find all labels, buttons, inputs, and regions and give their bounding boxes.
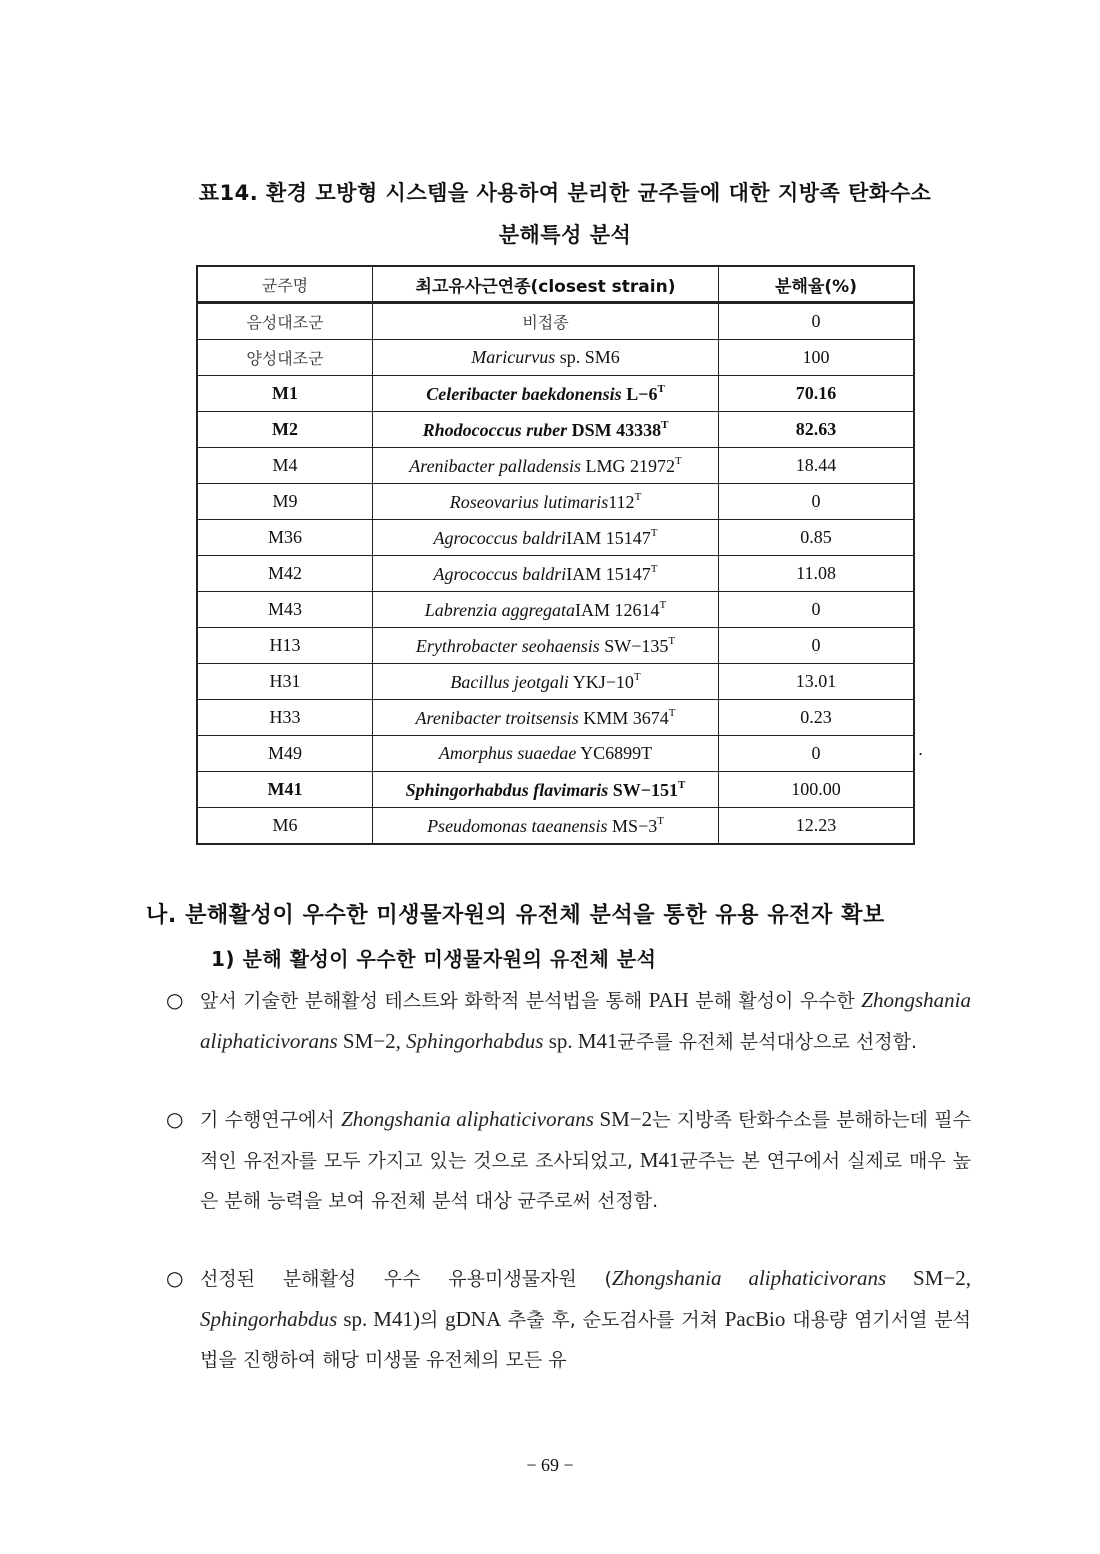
species-suffix: IAM 12614 [574,599,660,620]
species-suffix: IAM 15147 [566,527,651,548]
species-name: Agrococcus baldri [433,563,567,584]
cell-strain: M9 [197,484,372,520]
cell-strain: M42 [197,556,372,592]
species-italic: Zhongshania aliphaticivorans [200,988,971,1053]
species-name: Erythrobacter seohaensis [415,635,600,656]
degradation-table [196,265,915,845]
cell-strain: 양성대조군 [197,340,372,376]
type-strain-mark: T [678,778,686,791]
type-strain-mark: T [668,706,676,719]
text-run: 선정된 분해활성 우수 유용미생물자원 ( [200,1268,612,1290]
type-strain-mark: T [657,382,665,395]
table-row [197,556,914,592]
text-run: SM−2, [886,1266,971,1290]
text-run: 는 지방족 탄화수소를 분해하는데 필수적인 유전자를 모두 가지고 있는 것으로 조사되었고, [200,1109,971,1172]
text-run: sp. M41 [543,1029,618,1053]
cell-species [372,664,718,700]
table-row [197,520,914,556]
cell-strain: M1 [197,376,372,412]
species-suffix: YC6899T [576,743,653,763]
type-strain-mark: T [668,634,676,647]
species-italic: Sphingorhabdus [200,1307,338,1331]
text-run: PacBio [724,1307,786,1331]
species-name: Sphingorhabdus flavimaris [405,779,609,800]
table-row [197,592,914,628]
cell-rate: 0.23 [719,700,914,736]
species-suffix: IAM 15147 [566,563,651,584]
species-suffix: LMG 21972 [581,455,676,476]
species-name: Rhodococcus ruber [422,419,568,440]
table-row [197,628,914,664]
species-name: Arenibacter troitsensis [415,707,579,728]
cell-rate: 0 [719,736,914,772]
table-row [197,340,914,376]
cell-rate: 100 [719,340,914,376]
species-suffix: MS−3 [607,815,658,836]
cell-strain: 음성대조군 [197,303,372,340]
text-run: 분해 활성이 우수한 [688,990,862,1012]
paragraph-text [200,1099,971,1221]
table-row [197,303,914,340]
cell-strain: H31 [197,664,372,700]
text-run: sp. M41) [337,1307,420,1331]
species-italic: Zhongshania aliphaticivorans [341,1107,594,1131]
header-degradation-rate: 분해율(%) [719,266,914,303]
cell-strain: M2 [197,412,372,448]
cell-species [372,772,718,808]
cell-strain: M41 [197,772,372,808]
species-suffix: KMM 3674 [578,707,669,728]
text-run: 추출 후, 순도검사를 거쳐 [501,1309,725,1331]
paragraph-text [200,980,971,1062]
type-strain-mark: T [659,598,667,611]
cell-species [372,520,718,556]
caption-line-2: 분해특성 분석 [498,223,632,247]
bullet-paragraph-3 [166,1258,971,1380]
species-suffix: sp. SM6 [555,347,620,367]
cell-rate: 13.01 [719,664,914,700]
cell-rate: 100.00 [719,772,914,808]
circle-bullet-icon: ○ [166,1107,184,1131]
table-row [197,772,914,808]
table-caption [110,172,1020,256]
cell-rate: 0 [719,628,914,664]
cell-species [372,700,718,736]
species-name: Labrenzia aggregata [424,599,575,620]
bullet-paragraph-2 [166,1099,971,1221]
species-italic: Sphingorhabdus [406,1029,544,1053]
text-run: M41 [639,1148,680,1172]
cell-strain: M49 [197,736,372,772]
cell-species: 비접종 [372,303,718,340]
text-run: gDNA [445,1307,502,1331]
table-row [197,736,914,772]
text-run: PAH [648,988,689,1012]
text-run: SM−2, [337,1029,407,1053]
header-strain: 균주명 [197,266,372,303]
species-suffix: 112 [608,491,635,512]
species-name: Roseovarius lutimaris [449,491,609,512]
cell-species [372,340,718,376]
species-suffix: DSM 43338 [567,419,662,440]
cell-rate: 0.85 [719,520,914,556]
text-run: 균주는 본 연구에서 실제로 매우 높은 분해 능력을 보여 유전체 분석 대상 균주로써 선정함. [200,1150,971,1212]
type-strain-mark: T [661,418,669,431]
type-strain-mark: T [650,526,658,539]
cell-species [372,376,718,412]
caption-line-1: 표14. 환경 모방형 시스템을 사용하여 분리한 균주들에 대한 지방족 탄화수소 [198,181,932,205]
cell-species [372,736,718,772]
table-row [197,808,914,845]
cell-species [372,628,718,664]
table-header-row [197,266,914,303]
circle-bullet-icon: ○ [166,988,184,1012]
table-row [197,376,914,412]
cell-strain: M36 [197,520,372,556]
cell-species [372,484,718,520]
cell-species [372,808,718,845]
species-name: Celeribacter baekdonensis [426,383,622,404]
text-run: 대용량 염기서열 분석법을 진행하여 해당 미생물 유전체의 모든 유 [200,1309,971,1371]
species-name: Pseudomonas taeanensis [427,815,608,836]
cell-species [372,556,718,592]
table-row [197,664,914,700]
species-name: Arenibacter palladensis [409,455,582,476]
cell-strain: H13 [197,628,372,664]
section-title: 나. 분해활성이 우수한 미생물자원의 유전체 분석을 통한 유용 유전자 확보 [146,903,885,928]
cell-strain: M4 [197,448,372,484]
cell-rate: 0 [719,484,914,520]
cell-strain: M6 [197,808,372,845]
text-run: 앞서 기술한 분해활성 테스트와 화학적 분석법을 통해 [200,990,649,1012]
bullet-paragraph-1 [166,980,971,1062]
text-run: 의 [419,1309,446,1331]
species-name: Agrococcus baldri [433,527,567,548]
type-strain-mark: T [657,814,664,827]
table-row [197,448,914,484]
header-closest-strain: 최고유사근연종(closest strain) [372,266,718,303]
cell-strain: M43 [197,592,372,628]
type-strain-mark: T [633,670,641,683]
species-suffix: SW−135 [599,635,669,656]
type-strain-mark: T [675,454,682,467]
species-suffix: YKJ−10 [568,671,634,692]
cell-rate: 0 [719,303,914,340]
table-row [197,412,914,448]
species-name: Amorphus suaedae [438,743,577,763]
cell-rate: 0 [719,592,914,628]
cell-rate: 11.08 [719,556,914,592]
species-suffix: SW−151 [608,779,678,800]
circle-bullet-icon: ○ [166,1266,184,1290]
text-run: 균주를 유전체 분석대상으로 선정함. [617,1031,918,1053]
paragraph-text [200,1258,971,1380]
table-row [197,484,914,520]
cell-species [372,592,718,628]
text-run: 기 수행연구에서 [200,1109,342,1131]
cell-rate: 82.63 [719,412,914,448]
species-name: Maricurvus [471,347,556,367]
cell-rate: 12.23 [719,808,914,845]
stray-dot: . [918,740,924,759]
type-strain-mark: T [634,490,642,503]
text-run: SM−2 [593,1107,653,1131]
species-suffix: L−6 [621,383,658,404]
species-italic: Zhongshania aliphaticivorans [611,1266,887,1290]
type-strain-mark: T [650,562,658,575]
table-row [197,700,914,736]
page-number: − 69 − [526,1455,574,1475]
cell-species [372,412,718,448]
cell-rate: 70.16 [719,376,914,412]
cell-rate: 18.44 [719,448,914,484]
cell-strain: H33 [197,700,372,736]
subsection-title: 1) 분해 활성이 우수한 미생물자원의 유전체 분석 [211,947,657,971]
cell-species [372,448,718,484]
species-name: Bacillus jeotgali [450,671,569,692]
